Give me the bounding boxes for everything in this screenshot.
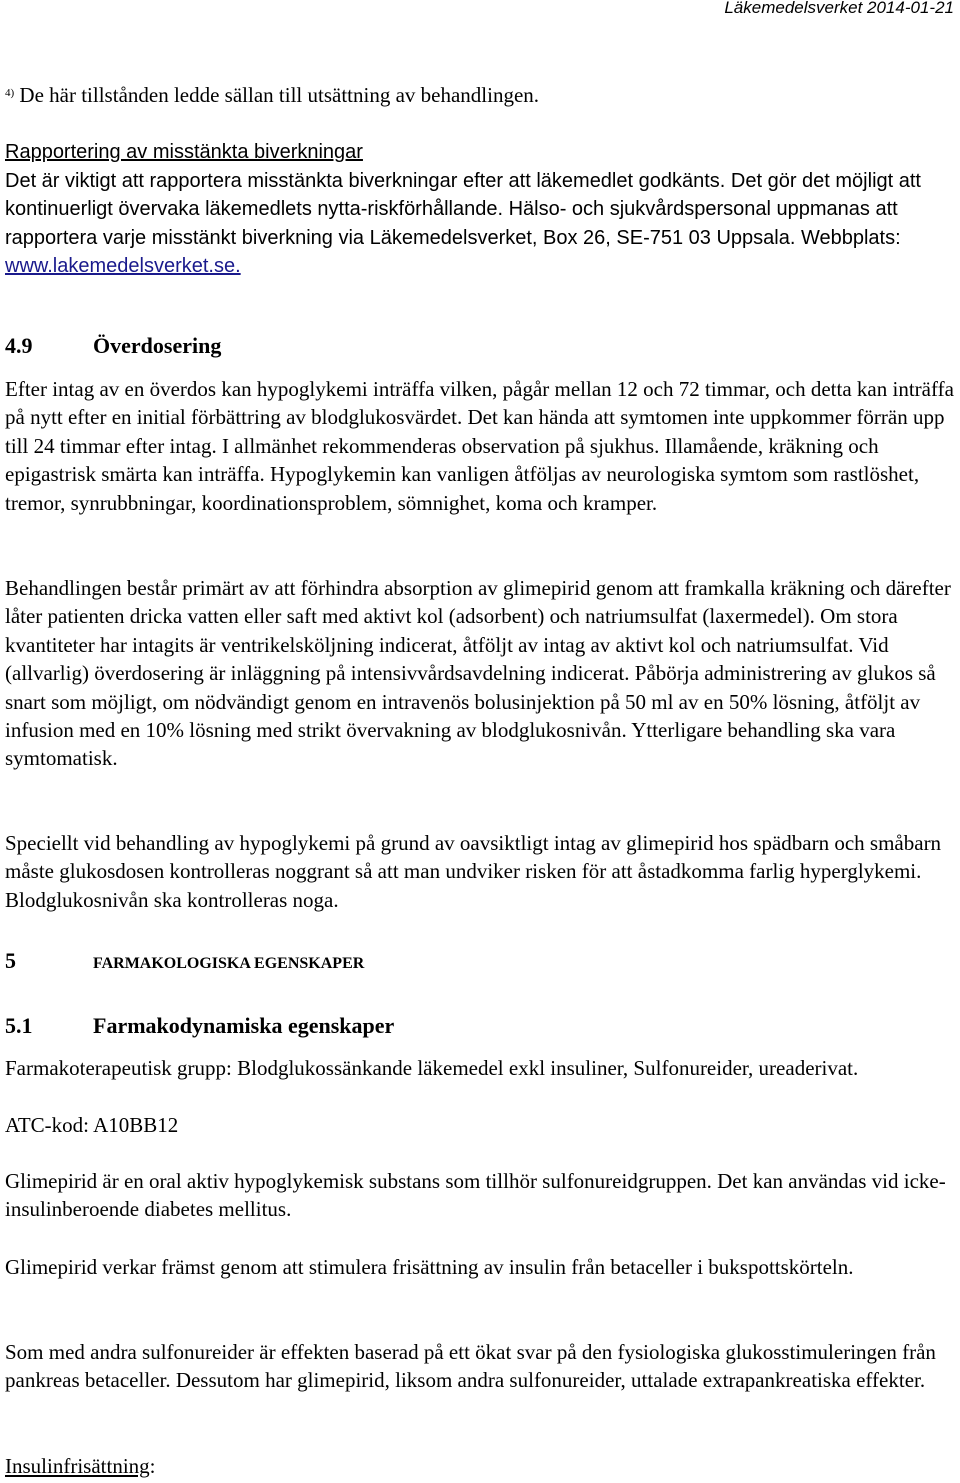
section-4-9-heading (5, 333, 957, 359)
reporting-text: Det är viktigt att rapportera misstänkta biverkningar efter att läkemedlet godkänts. Det gör det möjligt att kontinuerligt övervaka läkemedlets nytta-riskförhållande. Hälso- och sjukvårdspersonal uppmanas att rapportera varje misstänkt biverkning via Läkemedelsverket, Box 26, SE-751 03 Uppsala. Webbplats: (5, 169, 921, 249)
website-link[interactable]: www.lakemedelsverket.se. (5, 255, 241, 277)
section-title: Överdosering (93, 333, 222, 358)
pharmacotherapeutic-group: Farmakoterapeutisk grupp: Blodglukossänkande läkemedel exkl insuliner, Sulfonureider, ureaderivat. (5, 1056, 859, 1080)
footnote-text: De här tillstånden ledde sällan till utsättning av behandlingen. (14, 83, 540, 107)
section-5-heading (5, 948, 957, 974)
pharmacodynamics-paragraph-1: Glimepirid är en oral aktiv hypoglykemisk substans som tillhör sulfonureidgruppen. Det kan användas vid icke-insulinberoende diabetes mellitus. (5, 1169, 946, 1222)
section-title: Farmakodynamiska egenskaper (93, 1013, 395, 1038)
pharmacodynamics-paragraph-3: Som med andra sulfonureider är effekten baserad på ett ökat svar på den fysiologiska glukosstimuleringen från pankreas betaceller. Dessutom har glimepirid, liksom andra sulfonureider, uttalade extrapankreatiska effekter. (5, 1340, 936, 1393)
subheading-text: Insulinfrisättning (5, 1454, 150, 1478)
overdose-paragraph-2: Behandlingen består primärt av att förhindra absorption av glimepirid genom att framkalla kräkning och därefter låter patienten dricka vatten eller saft med aktivt kol (adsorbent) och natriumsulfat (laxermedel). Om stora kvantiteter har intagits är ventrikelsköljning indicerat, åtföljt av intag av aktivt kol och natriumsulfat. Vid (allvarlig) överdosering är inläggning på intensivvårdsavdelning indicerat. Påbörja administrering av glukos så snart som möjligt, om nödvändigt genom en intravenös bolusinjektion på 50 ml av en 50% lösning, åtföljt av infusion med en 10% lösning med strikt övervakning av blodglukosnivån. Ytterligare behandling ska vara symtomatisk. (5, 576, 951, 771)
overdose-paragraph-1: Efter intag av en överdos kan hypoglykemi inträffa vilken, pågår mellan 12 och 72 timmar, och detta kan inträffa på nytt efter en initial förbättring av blodglukosvärdet. Det kan hända att symtomen inte uppkommer förrän upp till 24 timmar efter intag. I allmänhet rekommenderas observation på sjukhus. Illamående, kräkning och epigastrisk smärta kan inträffa. Hypoglykemin kan vanligen åtföljas av neurologiska symtom som rastlöshet, tremor, synrubbningar, koordinationsproblem, sömnighet, koma och kramper. (5, 377, 954, 515)
document-header: Läkemedelsverket 2014-01-21 (724, 0, 954, 17)
subheading-colon: : (149, 1454, 156, 1478)
section-number: 5.1 (5, 1013, 33, 1038)
footnote-marker: 4) (5, 87, 15, 99)
section-number: 4.9 (5, 333, 33, 358)
pharmacodynamics-paragraph-2: Glimepirid verkar främst genom att stimulera frisättning av insulin från betaceller i bukspottskörteln. (5, 1255, 854, 1279)
reporting-body (5, 167, 957, 281)
footnote (5, 81, 957, 109)
atc-code: ATC-kod: A10BB12 (5, 1113, 179, 1137)
reporting-section (5, 138, 957, 281)
insulin-release-subheading (5, 1452, 957, 1480)
section-number: 5 (5, 948, 16, 973)
section-5-1-heading (5, 1013, 957, 1039)
overdose-paragraph-3: Speciellt vid behandling av hypoglykemi på grund av oavsiktligt intag av glimepirid hos spädbarn och småbarn måste glukosdosen kontrolleras noggrant så att man undviker risken för att åstadkomma farlig hyperglykemi. Blodglukosnivån ska kontrolleras noga. (5, 831, 942, 912)
section-title: FARMAKOLOGISKA EGENSKAPER (93, 955, 365, 972)
reporting-title: Rapportering av misstänkta biverkningar (5, 141, 363, 163)
